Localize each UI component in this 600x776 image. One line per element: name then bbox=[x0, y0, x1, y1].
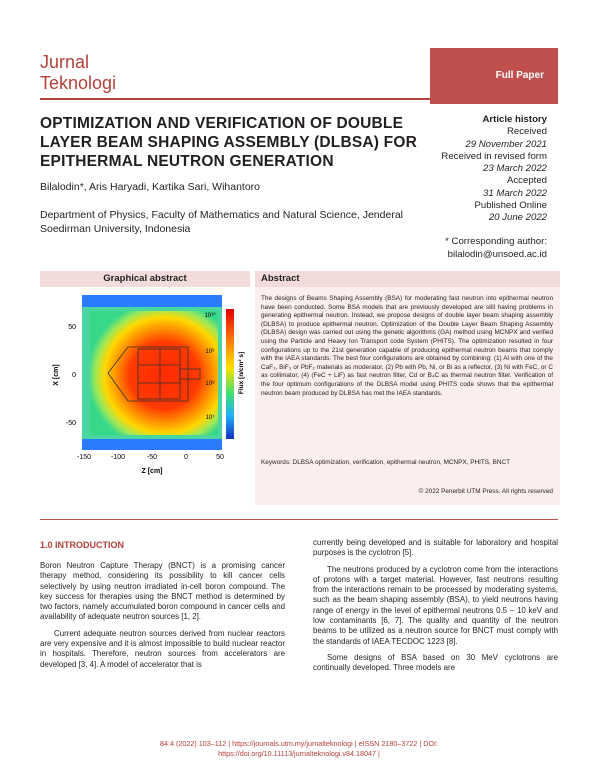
accepted-label: Accepted bbox=[506, 175, 547, 187]
journal-name-line2: Teknologi bbox=[40, 73, 117, 93]
history-heading: Article history bbox=[482, 114, 547, 125]
x-tick: -100 bbox=[110, 454, 126, 461]
corresponding-email[interactable]: bilalodin@unsoed.ac.id bbox=[447, 248, 547, 260]
article-title: OPTIMIZATION AND VERIFICATION OF DOUBLE LAYER BEAM SHAPING ASSEMBLY (DLBSA) FOR EPITHERMAL NEUTRON GENERATION bbox=[40, 115, 417, 170]
article-affiliation: Department of Physics, Faculty of Mathematics and Natural Science, Jenderal Soedirman University, Indonesia bbox=[40, 209, 403, 235]
published-label: Published Online bbox=[474, 200, 547, 212]
colorbar-tick: 10⁷ bbox=[205, 415, 215, 421]
graphical-abstract-figure bbox=[40, 287, 250, 505]
journal-name-line1: Jurnal bbox=[40, 52, 90, 72]
colorbar-tick: 10¹⁰ bbox=[204, 313, 216, 319]
paragraph: currently being developed and is suitable for laboratory and hospital purposes is the cyclotron [5]. bbox=[313, 538, 558, 558]
graphical-abstract-heading: Graphical abstract bbox=[40, 271, 250, 287]
x-tick: 0 bbox=[184, 454, 188, 461]
x-tick: -50 bbox=[146, 454, 158, 461]
paragraph: Current adequate neutron sources derived from nuclear reactors are very expensive and it is almost impossible to build nuclear reactor in hospitals. Therefore, neutron sources from accelerators are developed [3, 4]. A model of accelerator that is bbox=[40, 628, 285, 669]
y-tick: -50 bbox=[65, 420, 76, 427]
paragraph: Some designs of BSA based on 30 MeV cyclotrons are continually developed. Three models are bbox=[313, 652, 558, 673]
colorbar-tick: 10⁹ bbox=[205, 349, 215, 355]
corresponding-author bbox=[387, 236, 547, 261]
article-authors: Bilalodin*, Aris Haryadi, Kartika Sari, Wihantoro bbox=[40, 181, 261, 193]
flux-map-field bbox=[90, 311, 218, 435]
journal-name bbox=[40, 52, 116, 94]
corresponding-label: * Corresponding author: bbox=[445, 236, 547, 247]
y-tick: 0 bbox=[72, 372, 76, 379]
body-column-left bbox=[40, 561, 285, 676]
page-footer bbox=[40, 739, 558, 759]
y-axis-label: X [cm] bbox=[53, 364, 60, 386]
colorbar-tick: 10⁸ bbox=[205, 381, 215, 387]
y-tick: 50 bbox=[68, 324, 76, 331]
paragraph: Boron Neutron Capture Therapy (BNCT) is a promising cancer therapy method, considering its possibility to kill cancer cells selectively by using neutron irradiated in-cell boron compound. The key success for therapies using the BNCT method is determined by two factors, namely accumulated boron compound in cancer cells and availability of adequate neutron sources [1, 2]. bbox=[40, 561, 285, 622]
abstract-keywords: Keywords: DLBSA optimization, verification, epithermal neutron, MCNPX, PHITS, BNCT bbox=[261, 459, 510, 466]
revised-date: 23 March 2022 bbox=[483, 163, 547, 175]
received-label: Received bbox=[507, 126, 547, 138]
footer-line1: 84:4 (2022) 103–112 | https://journals.utm.my/jurnalteknologi | eISSN 2180–3722 | DOI: bbox=[160, 739, 438, 748]
abstract-text: The designs of Beams Shaping Assembly (BSA) for moderating fast neutron into epithermal neutron have been conducted. Some BSA models that are previously developed are still having problems in generating epithermal neutron. Instead, we propose designs of double layer beam shaping assembly (DLBSA) to produce epithermal neutron. Optimization of the Double Layer Beam Shaping Assembly (DLBSA) design was carried out using the genetic algorithms (GA) method using MCNPX and verified using the Particle and Heavy Ion Transport code System (PHITS). The optimization resulted in four configurations up to the 21st generation capable of producing epithermal neutron beams that comply with the IAEA standards. The best four configurations are obtained by combining: (1) Al with one of the CaF₂, BiF₃ or PbF₂ materials as moderator, (2) Pb with Pb, Ni, or Bi as a reflector, (3) Ni with FeC, or C as collimator, (4) (FeC + LiF) as fast neutron filter, Cd or B₄C as thermal neutron filter. Verification of the four optimum configurations of the DLBSA model using PHITS code shows that the epithermal neutron beam produced by DLBSA has met the IAEA standards. bbox=[261, 295, 553, 397]
abstract-heading: Abstract bbox=[255, 271, 560, 287]
received-date: 29 November 2021 bbox=[465, 138, 547, 150]
footer-doi[interactable]: https://doi.org/10.11113/jurnalteknologi.v84.18047 | bbox=[218, 749, 380, 758]
published-date: 20 June 2022 bbox=[488, 212, 547, 224]
revised-label: Received in revised form bbox=[441, 150, 547, 162]
x-tick: 50 bbox=[216, 454, 224, 461]
header-divider bbox=[40, 98, 430, 100]
x-tick: -150 bbox=[76, 454, 92, 461]
body-column-right bbox=[313, 538, 558, 680]
accepted-date: 31 March 2022 bbox=[483, 187, 547, 199]
paragraph: The neutrons produced by a cyclotron come from the interactions of protons with a target material. However, fast neutrons resulting from the interactions remain to be processed by moderating systems, such as the beam shaping assembly (BSA), to yield neutrons having range of energy in the level of epithermal neutrons 0.5 – 10 keV and low contaminants [6, 7]. The quality and quantity of the neutron beams to be utilized as a neutron source for BNCT must comply with the standards of IAEA TECDOC 1223 [8]. bbox=[313, 564, 558, 646]
colorbar bbox=[226, 309, 234, 439]
x-axis-label: Z [cm] bbox=[141, 468, 163, 475]
colorbar-label: Flux [n/cm² s] bbox=[238, 351, 245, 395]
copyright-notice: © 2022 Penerbit UTM Press. All rights reserved bbox=[418, 488, 553, 495]
section-divider bbox=[40, 519, 558, 520]
full-paper-badge bbox=[430, 48, 558, 104]
article-history bbox=[387, 114, 547, 225]
section-heading-introduction: 1.0 INTRODUCTION bbox=[40, 540, 125, 550]
full-paper-label: Full Paper bbox=[495, 70, 544, 81]
